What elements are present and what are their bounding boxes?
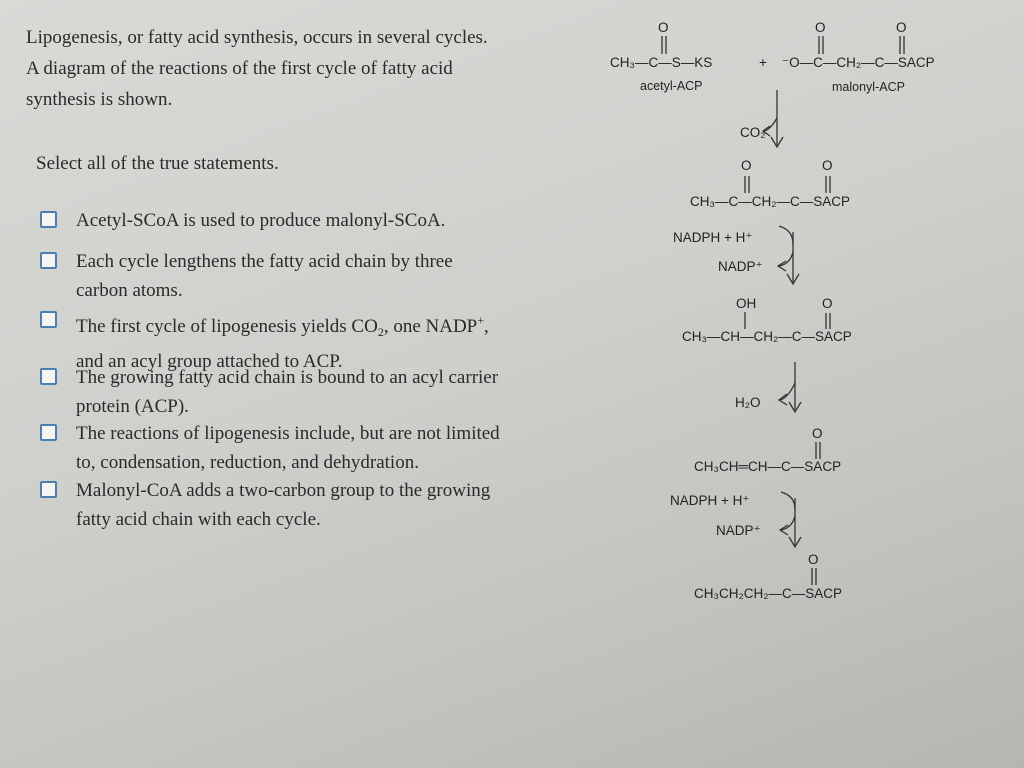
carbonyl-oxygen-label: O bbox=[896, 20, 907, 35]
plus-sign: + bbox=[759, 55, 767, 70]
carbonyl-oxygen-label: O bbox=[658, 20, 669, 35]
acetyl-acp-label: acetyl-ACP bbox=[640, 79, 703, 93]
acetoacetyl-acp-formula: CH₃—C—CH₂—C—SACP bbox=[690, 194, 850, 209]
option-text: fatty acid chain with each cycle. bbox=[76, 509, 321, 530]
co2-label: CO₂ bbox=[740, 125, 766, 140]
nadp-label: NADP⁺ bbox=[718, 259, 763, 274]
water-label: H₂O bbox=[735, 395, 761, 410]
butyryl-acp-formula: CH₃CH₂CH₂—C—SACP bbox=[694, 586, 842, 601]
hydroxybutyryl-acp-formula: CH₃—CH—CH₂—C—SACP bbox=[682, 329, 852, 344]
question-prompt: Select all of the true statements. bbox=[36, 153, 279, 174]
option-text: The growing fatty acid chain is bound to an acyl carrier bbox=[76, 367, 499, 388]
option-text: The first cycle of lipogenesis yields $CO_2$, one NADP+, bbox=[76, 313, 489, 339]
option-text: Each cycle lengthens the fatty acid chain by three bbox=[76, 251, 453, 272]
option-text: carbon atoms. bbox=[76, 280, 183, 301]
intro-line-1: Lipogenesis, or fatty acid synthesis, occurs in several cycles. bbox=[26, 27, 488, 48]
carbonyl-oxygen-label: O bbox=[822, 296, 833, 311]
option-text: and an acyl group attached to ACP. bbox=[76, 351, 343, 372]
acetyl-acp-formula: CH₃—C—S—KS bbox=[610, 55, 713, 70]
hydroxyl-label: OH bbox=[736, 296, 757, 311]
crotonyl-acp-formula: CH₃CH═CH—C—SACP bbox=[694, 459, 842, 474]
option-text: to, condensation, reduction, and dehydration. bbox=[76, 452, 419, 473]
carbonyl-oxygen-label: O bbox=[822, 158, 833, 173]
malonyl-acp-label: malonyl-ACP bbox=[832, 80, 905, 94]
option-text: Malonyl-CoA adds a two-carbon group to the growing bbox=[76, 480, 491, 501]
carbonyl-oxygen-label: O bbox=[812, 426, 823, 441]
carbonyl-oxygen-label: O bbox=[808, 552, 819, 567]
carbonyl-oxygen-label: O bbox=[815, 20, 826, 35]
carbonyl-oxygen-label: O bbox=[741, 158, 752, 173]
option-text: The reactions of lipogenesis include, but are not limited bbox=[76, 423, 500, 444]
malonyl-acp-formula: ⁻O—C—CH₂—C—SACP bbox=[782, 55, 935, 70]
intro-line-3: synthesis is shown. bbox=[26, 89, 173, 110]
option-text: Acetyl-SCoA is used to produce malonyl-SCoA. bbox=[76, 210, 446, 231]
nadph-label: NADPH + H⁺ bbox=[670, 493, 750, 508]
intro-line-2: A diagram of the reactions of the first cycle of fatty acid bbox=[26, 58, 453, 79]
nadp-label: NADP⁺ bbox=[716, 523, 761, 538]
option-text: protein (ACP). bbox=[76, 396, 189, 417]
nadph-label: NADPH + H⁺ bbox=[673, 230, 753, 245]
